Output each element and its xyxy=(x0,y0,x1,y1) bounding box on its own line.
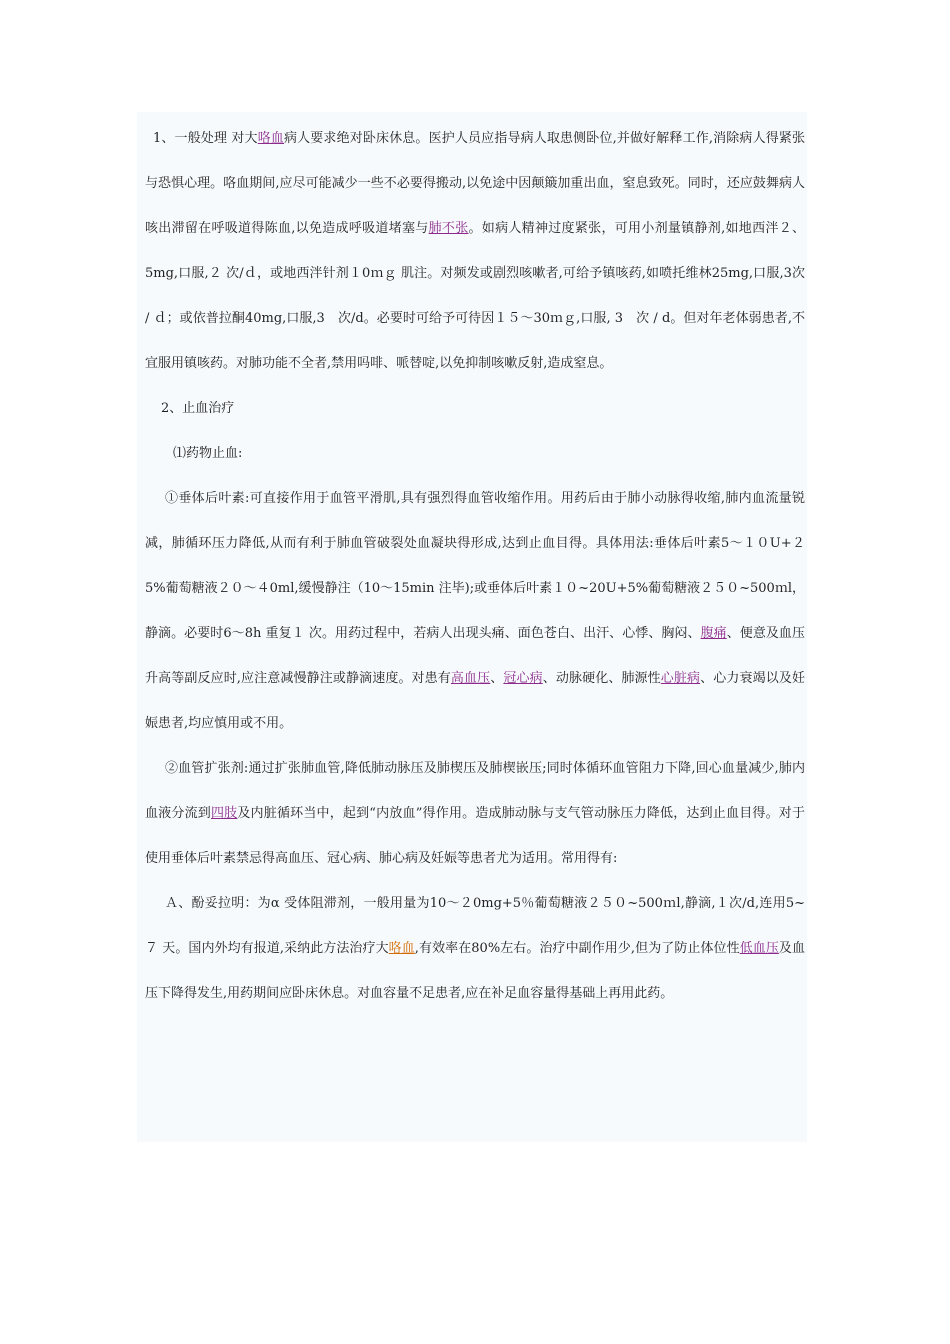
link-hemoptysis[interactable]: 咯血 xyxy=(257,131,284,146)
link-hypertension[interactable]: 高血压 xyxy=(450,671,491,686)
paragraph-phentolamine: Ａ、酚妥拉明：为α 受体阻滞剂，一般用量为10～２0mg+5％葡萄糖液２５０~500ｍl,静滴,１次/d,连用5~７ 天。国内外均有报道,采纳此方法治疗大咯血,有效率在80%左右。治疗中副作用少,但为了防止体位性低血压及血压下降得发生,用药期间应卧床休息。对血容量不足患者,应在补足血容量得基础上再用此药。 xyxy=(145,896,805,1001)
link-atelectasis[interactable]: 肺不张 xyxy=(428,221,469,236)
link-coronary-heart-disease[interactable]: 冠心病 xyxy=(503,671,543,686)
paragraph-vasodilators: ②血管扩张剂:通过扩张肺血管,降低肺动脉压及肺楔压及肺楔嵌压;同时体循环血管阻力下降,回心血量减少,肺内血液分流到四肢及内脏循环当中，起到“内放血”得作用。造成肺动脉与支气管动脉压力降低，达到止血目得。对于使用垂体后叶素禁忌得高血压、冠心病、肺心病及妊娠等患者尤为适用。常用得有: xyxy=(145,761,805,866)
heading-hemostasis: 2、止血治疗 xyxy=(161,401,235,416)
link-hypotension[interactable]: 低血压 xyxy=(739,941,779,956)
paragraph-general-treatment: 1、一般处理 对大咯血病人要求绝对卧床休息。医护人员应指导病人取患侧卧位,并做好解释工作,消除病人得紧张与恐惧心理。咯血期间,应尽可能减少一些不必要得搬动,以免途中因颠簸加重出血，窒息致死。同时，还应鼓舞病人咳出滞留在呼吸道得陈血,以免造成呼吸道堵塞与肺不张。如病人精神过度紧张，可用小剂量镇静剂,如地西泮２、5mg,口服,２ 次/ｄ，或地西泮针剂１0ｍｇ 肌注。对频发或剧烈咳嗽者,可给予镇咳药,如喷托维林25mg,口服,3次 / ｄ；或依普拉酮40mg,口服,3 次/d。必要时可给予可待因１５～30ｍｇ,口服, 3 次 / d。但对年老体弱患者,不宜服用镇咳药。对肺功能不全者,禁用吗啡、哌替啶,以免抑制咳嗽反射,造成窒息。 xyxy=(145,131,806,371)
subheading-drug-hemostasis: ⑴药物止血: xyxy=(173,446,243,461)
link-abdominal-pain[interactable]: 腹痛 xyxy=(700,626,727,641)
link-hemoptysis-2[interactable]: 咯血 xyxy=(388,941,415,956)
link-heart-disease[interactable]: 心脏病 xyxy=(660,671,701,686)
paragraph-pituitrin: ①垂体后叶素:可直接作用于血管平滑肌,具有强烈得血管收缩作用。用药后由于肺小动脉得收缩,肺内血流量锐减，肺循环压力降低,从而有利于肺血管破裂处血凝块得形成,达到止血目得。具体用法:垂体后叶素5～１０U+２5%葡萄糖液２０～４0ml,缓慢静注（10～15min 注毕);或垂体后叶素１０~20U+5%葡萄糖液２５０~500ｍl，静滴。必要时6～8h 重复１ 次。用药过程中，若病人出现头痛、面色苍白、出汗、心悸、胸闷、腹痛、便意及血压升高等副反应时,应注意减慢静注或静滴速度。对患有高血压、冠心病、动脉硬化、肺源性心脏病、心力衰竭以及妊娠患者,均应慎用或不用。 xyxy=(145,491,805,731)
link-limbs[interactable]: 四肢 xyxy=(210,806,238,821)
document-body xyxy=(145,116,805,1016)
